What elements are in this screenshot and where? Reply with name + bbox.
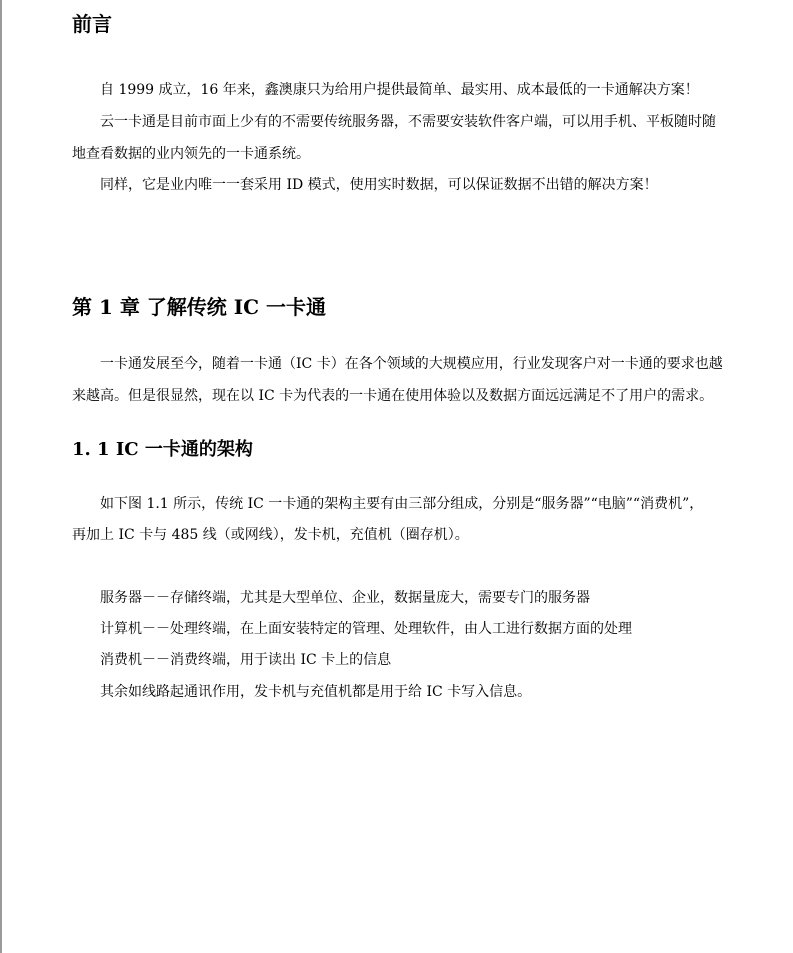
list-item-consumer-terminal: 消费机－－消费终端，用于读出 IC 卡上的信息 xyxy=(100,652,392,668)
chapter-1-line-1: 一卡通发展至今，随着一卡通（IC 卡）在各个领域的大规模应用，行业发现客户对一卡通的要求也越 xyxy=(100,356,723,372)
list-item-server: 服务器－－存储终端，尤其是大型单位、企业，数据量庞大，需要专门的服务器 xyxy=(100,590,590,606)
section-1-1-title: 1. 1 IC 一卡通的架构 xyxy=(72,439,253,460)
preface-line-1: 自 1999 成立，16 年来，鑫澳康只为给用户提供最简单、最实用、成本最低的一卡通解决方案！ xyxy=(100,82,699,98)
preface-title: 前言 xyxy=(72,12,112,36)
preface-line-4: 同样，它是业内唯一一套采用 ID 模式，使用实时数据，可以保证数据不出错的解决方案！ xyxy=(100,177,658,193)
chapter-1-title: 第 1 章 了解传统 IC 一卡通 xyxy=(72,295,327,319)
section-1-1-line-1: 如下图 1.1 所示，传统 IC 一卡通的架构主要有由三部分组成，分别是“服务器”“电脑”“消费机”， xyxy=(100,496,704,512)
section-1-1-line-2: 再加上 IC 卡与 485 线（或网线），发卡机，充值机（圈存机）。 xyxy=(72,527,469,543)
preface-line-3: 地查看数据的业内领先的一卡通系统。 xyxy=(72,146,310,162)
list-item-others: 其余如线路起通讯作用，发卡机与充值机都是用于给 IC 卡写入信息。 xyxy=(100,684,532,700)
chapter-1-line-2: 来越高。但是很显然，现在以 IC 卡为代表的一卡通在使用体验以及数据方面远远满足不了用户的需求。 xyxy=(72,388,714,404)
list-item-computer: 计算机－－处理终端，在上面安装特定的管理、处理软件，由人工进行数据方面的处理 xyxy=(100,621,632,637)
page-edge xyxy=(0,0,2,953)
preface-line-2: 云一卡通是目前市面上少有的不需要传统服务器，不需要安装软件客户端，可以用手机、平板随时随 xyxy=(100,114,716,130)
